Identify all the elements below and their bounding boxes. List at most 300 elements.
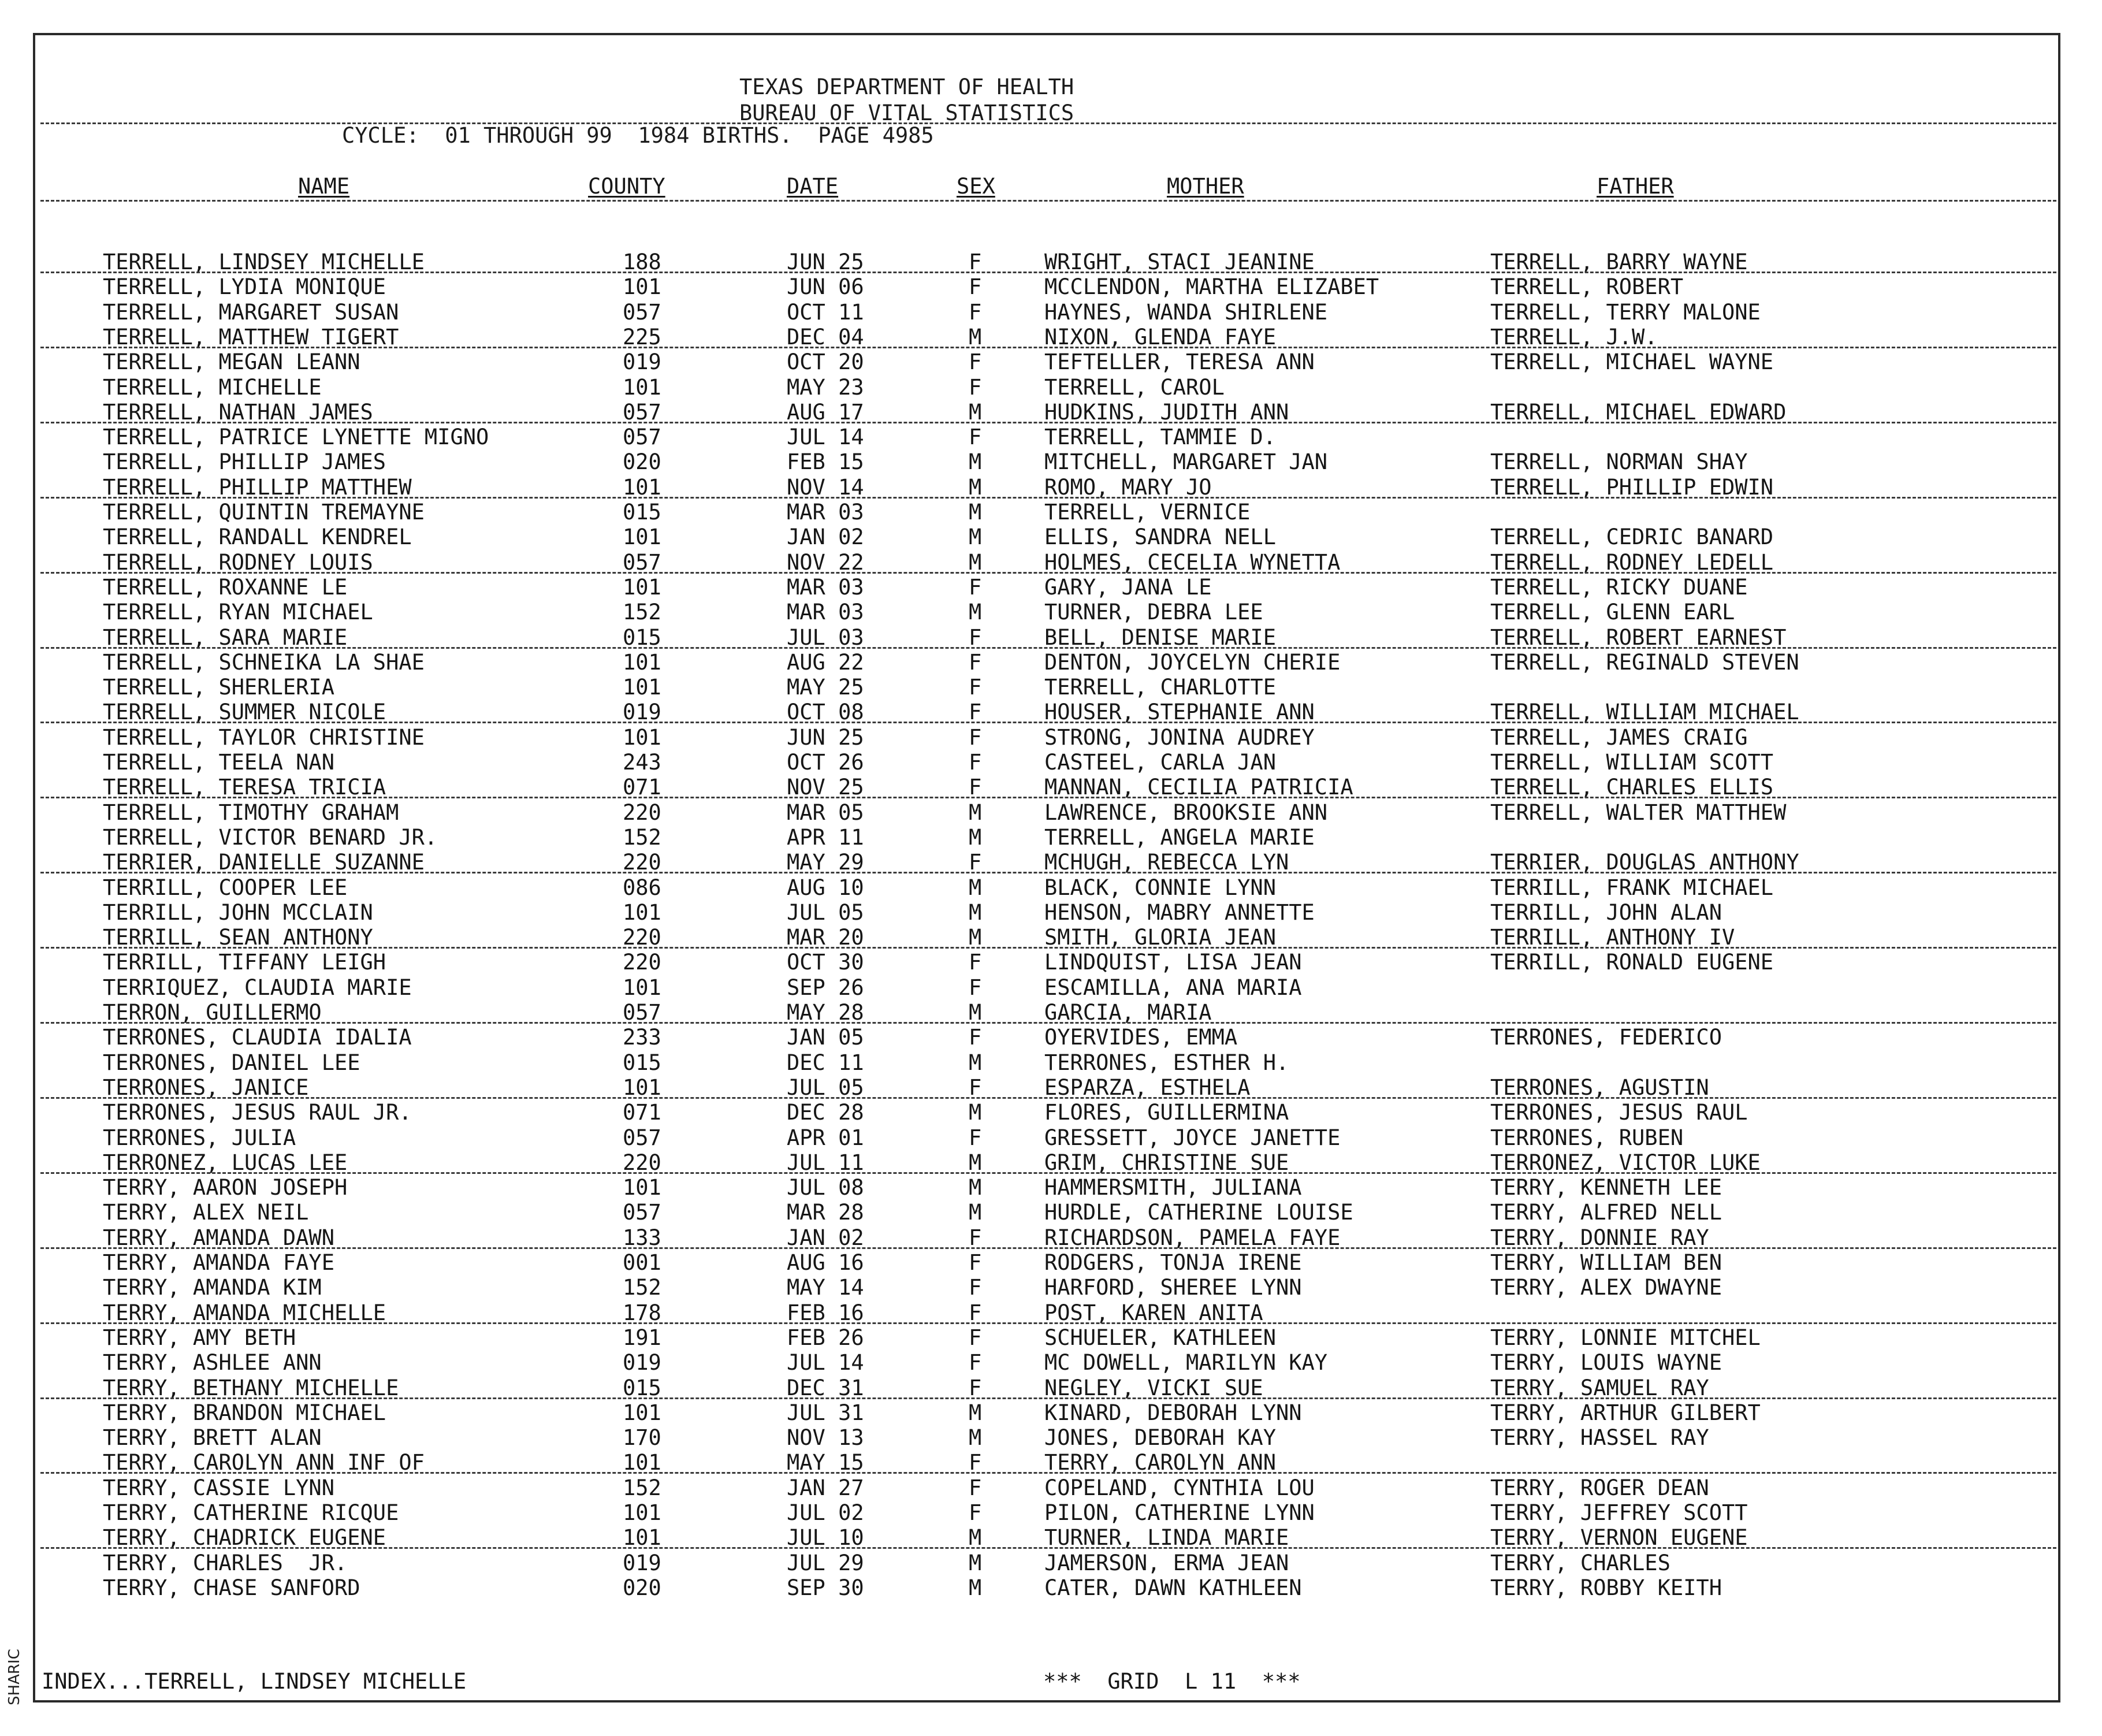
group-divider — [40, 1022, 2056, 1024]
record-mother: MANNAN, CECILIA PATRICIA — [1044, 775, 1353, 800]
record-sex: M — [969, 925, 982, 950]
record-mother: TEFTELLER, TERESA ANN — [1044, 350, 1315, 375]
record-name: TERRELL, QUINTIN TREMAYNE — [103, 500, 425, 525]
record-date: JUL 02 — [787, 1500, 864, 1525]
record-mother: HENSON, MABRY ANNETTE — [1044, 899, 1315, 925]
record-date: SEP 26 — [787, 975, 864, 1000]
record-date: JUL 05 — [787, 899, 864, 925]
record-mother: HOLMES, CECELIA WYNETTA — [1044, 549, 1341, 575]
record-sex: M — [969, 1175, 982, 1200]
record-county: 057 — [623, 1000, 661, 1025]
record-row — [0, 1150, 2102, 1175]
record-father: TERRILL, RONALD EUGENE — [1490, 950, 1774, 975]
record-sex: M — [969, 449, 982, 475]
record-name: TERRELL, TIMOTHY GRAHAM — [103, 800, 399, 825]
record-row — [0, 1000, 2102, 1025]
record-sex: F — [969, 1125, 982, 1150]
record-date: JUL 10 — [787, 1525, 864, 1551]
record-father: TERRY, ROGER DEAN — [1490, 1475, 1709, 1500]
group-divider — [40, 947, 2056, 949]
record-name: TERRY, ASHLEE ANN — [103, 1350, 322, 1376]
group-divider — [40, 1397, 2056, 1399]
record-county: 019 — [623, 1550, 661, 1575]
record-county: 101 — [623, 525, 661, 550]
record-name: TERRELL, MICHELLE — [103, 374, 322, 400]
group-divider — [40, 347, 2056, 348]
record-name: TERRELL, VICTOR BENARD JR. — [103, 824, 438, 850]
record-father: TERRONES, RUBEN — [1490, 1125, 1684, 1150]
group-divider — [40, 872, 2056, 873]
record-sex: F — [969, 649, 982, 675]
record-row — [0, 1376, 2102, 1400]
record-name: TERRELL, SUMMER NICOLE — [103, 700, 386, 725]
record-date: DEC 11 — [787, 1050, 864, 1075]
record-name: TERRELL, PATRICE LYNETTE MIGNO — [103, 425, 489, 450]
record-county: 243 — [623, 750, 661, 775]
record-county: 170 — [623, 1425, 661, 1451]
record-father: TERRELL, BARRY WAYNE — [1490, 250, 1748, 274]
record-county: 188 — [623, 250, 661, 274]
record-father: TERRELL, MICHAEL WAYNE — [1490, 350, 1774, 375]
record-mother: TERRELL, ANGELA MARIE — [1044, 824, 1315, 850]
record-county: 101 — [623, 649, 661, 675]
record-father: TERRELL, GLENN EARL — [1490, 600, 1735, 625]
record-row — [0, 625, 2102, 650]
record-name: TERRELL, LINDSEY MICHELLE — [103, 250, 425, 274]
record-father: TERRELL, ROBERT — [1490, 274, 1684, 300]
record-name: TERRELL, SHERLERIA — [103, 675, 334, 700]
record-county: 015 — [623, 624, 661, 650]
record-mother: HAYNES, WANDA SHIRLENE — [1044, 299, 1328, 325]
record-mother: NIXON, GLENDA FAYE — [1044, 324, 1276, 350]
record-mother: TURNER, DEBRA LEE — [1044, 600, 1263, 625]
record-county: 019 — [623, 700, 661, 725]
record-sex: F — [969, 1075, 982, 1100]
record-county: 015 — [623, 1375, 661, 1400]
record-mother: MITCHELL, MARGARET JAN — [1044, 449, 1328, 475]
record-row — [0, 1075, 2102, 1100]
record-sex: F — [969, 775, 982, 800]
record-sex: M — [969, 1550, 982, 1575]
record-father: TERRY, HASSEL RAY — [1490, 1425, 1709, 1451]
record-father: TERRY, LONNIE MITCHEL — [1490, 1325, 1761, 1350]
record-sex: F — [969, 1225, 982, 1250]
record-county: 191 — [623, 1325, 661, 1350]
record-sex: M — [969, 549, 982, 575]
record-name: TERRILL, TIFFANY LEIGH — [103, 950, 386, 975]
record-mother: BELL, DENISE MARIE — [1044, 624, 1276, 650]
record-row — [0, 1475, 2102, 1500]
record-mother: MCCLENDON, MARTHA ELIZABET — [1044, 274, 1379, 300]
record-mother: LINDQUIST, LISA JEAN — [1044, 950, 1302, 975]
record-date: FEB 26 — [787, 1325, 864, 1350]
record-mother: OYERVIDES, EMMA — [1044, 1025, 1238, 1050]
record-name: TERRELL, SARA MARIE — [103, 624, 348, 650]
record-father: TERRELL, RODNEY LEDELL — [1490, 549, 1774, 575]
record-father: TERRELL, JAMES CRAIG — [1490, 724, 1748, 750]
column-header-sex: SEX — [957, 174, 995, 199]
record-mother: GRIM, CHRISTINE SUE — [1044, 1150, 1289, 1175]
record-father: TERRELL, CHARLES ELLIS — [1490, 775, 1774, 800]
record-sex: F — [969, 950, 982, 975]
record-sex: M — [969, 1400, 982, 1425]
record-sex: F — [969, 700, 982, 725]
record-father: TERRIER, DOUGLAS ANTHONY — [1490, 850, 1799, 875]
record-sex: F — [969, 1350, 982, 1376]
record-county: 220 — [623, 925, 661, 950]
record-mother: SMITH, GLORIA JEAN — [1044, 925, 1276, 950]
group-divider — [40, 1322, 2056, 1324]
cycle-line: CYCLE: 01 THROUGH 99 1984 BIRTHS. PAGE 4985 — [342, 123, 934, 148]
record-county: 015 — [623, 1050, 661, 1075]
record-row — [0, 575, 2102, 600]
record-mother: SCHUELER, KATHLEEN — [1044, 1325, 1276, 1350]
record-date: JUL 08 — [787, 1175, 864, 1200]
record-date: JAN 02 — [787, 1225, 864, 1250]
record-name: TERRELL, MEGAN LEANN — [103, 350, 360, 375]
record-mother: FLORES, GUILLERMINA — [1044, 1100, 1289, 1125]
record-name: TERRELL, PHILLIP MATTHEW — [103, 474, 412, 500]
record-row — [0, 550, 2102, 575]
record-sex: F — [969, 1025, 982, 1050]
record-father: TERRY, LOUIS WAYNE — [1490, 1350, 1722, 1376]
record-date: JUN 06 — [787, 274, 864, 300]
record-row — [0, 1425, 2102, 1450]
record-date: MAY 25 — [787, 675, 864, 700]
record-father: TERRILL, ANTHONY IV — [1490, 925, 1735, 950]
record-county: 101 — [623, 1525, 661, 1551]
record-mother: BLACK, CONNIE LYNN — [1044, 875, 1276, 900]
record-father: TERRELL, NORMAN SHAY — [1490, 449, 1748, 475]
group-divider — [40, 1547, 2056, 1549]
record-mother: HOUSER, STEPHANIE ANN — [1044, 700, 1315, 725]
record-date: SEP 30 — [787, 1575, 864, 1600]
record-mother: CATER, DAWN KATHLEEN — [1044, 1575, 1302, 1600]
record-name: TERRY, CASSIE LYNN — [103, 1475, 334, 1500]
record-name: TERRIQUEZ, CLAUDIA MARIE — [103, 975, 412, 1000]
record-date: OCT 20 — [787, 350, 864, 375]
record-sex: M — [969, 899, 982, 925]
record-name: TERRY, AMANDA DAWN — [103, 1225, 334, 1250]
record-father: TERRONES, AGUSTIN — [1490, 1075, 1709, 1100]
record-row — [0, 1450, 2102, 1475]
record-father: TERRELL, J.W. — [1490, 324, 1658, 350]
record-county: 101 — [623, 574, 661, 600]
record-county: 101 — [623, 374, 661, 400]
record-date: MAY 15 — [787, 1450, 864, 1475]
record-date: OCT 08 — [787, 700, 864, 725]
record-father: TERRONES, JESUS RAUL — [1490, 1100, 1748, 1125]
record-county: 225 — [623, 324, 661, 350]
record-mother: JONES, DEBORAH KAY — [1044, 1425, 1276, 1451]
record-date: APR 11 — [787, 824, 864, 850]
record-sex: F — [969, 574, 982, 600]
record-name: TERRILL, SEAN ANTHONY — [103, 925, 373, 950]
record-mother: TERRELL, CAROL — [1044, 374, 1225, 400]
record-sex: F — [969, 1250, 982, 1275]
record-father: TERRONEZ, VICTOR LUKE — [1490, 1150, 1761, 1175]
record-row — [0, 425, 2102, 449]
record-date: MAR 20 — [787, 925, 864, 950]
record-name: TERRELL, TERESA TRICIA — [103, 775, 386, 800]
record-county: 101 — [623, 274, 661, 300]
record-row — [0, 449, 2102, 474]
record-name: TERRONES, JESUS RAUL JR. — [103, 1100, 412, 1125]
record-mother: NEGLEY, VICKI SUE — [1044, 1375, 1263, 1400]
record-date: MAR 03 — [787, 600, 864, 625]
record-mother: GARY, JANA LE — [1044, 574, 1212, 600]
bureau-title: BUREAU OF VITAL STATISTICS — [739, 101, 1074, 125]
record-county: 019 — [623, 350, 661, 375]
record-name: TERRY, AMANDA MICHELLE — [103, 1300, 386, 1325]
record-date: NOV 14 — [787, 474, 864, 500]
record-date: OCT 30 — [787, 950, 864, 975]
record-date: OCT 11 — [787, 299, 864, 325]
record-county: 220 — [623, 1150, 661, 1175]
column-header-divider — [40, 200, 2056, 202]
record-date: MAR 05 — [787, 800, 864, 825]
record-father: TERRY, ALFRED NELL — [1490, 1200, 1722, 1225]
record-county: 152 — [623, 600, 661, 625]
record-mother: TERRONES, ESTHER H. — [1044, 1050, 1289, 1075]
record-mother: CASTEEL, CARLA JAN — [1044, 750, 1276, 775]
column-header-mother: MOTHER — [1167, 174, 1244, 199]
record-sex: F — [969, 1300, 982, 1325]
record-sex: M — [969, 1525, 982, 1551]
group-divider — [40, 497, 2056, 499]
group-divider — [40, 1247, 2056, 1249]
record-date: MAR 03 — [787, 500, 864, 525]
record-mother: HURDLE, CATHERINE LOUISE — [1044, 1200, 1353, 1225]
record-name: TERRELL, NATHAN JAMES — [103, 399, 373, 425]
record-date: APR 01 — [787, 1125, 864, 1150]
record-father: TERRELL, RICKY DUANE — [1490, 574, 1748, 600]
record-name: TERRONES, DANIEL LEE — [103, 1050, 360, 1075]
record-mother: ESPARZA, ESTHELA — [1044, 1075, 1251, 1100]
record-mother: ELLIS, SANDRA NELL — [1044, 525, 1276, 550]
record-sex: F — [969, 1450, 982, 1475]
record-date: NOV 25 — [787, 775, 864, 800]
record-row — [0, 600, 2102, 624]
record-father: TERRELL, REGINALD STEVEN — [1490, 649, 1799, 675]
record-county: 152 — [623, 1275, 661, 1300]
record-name: TERRY, CHADRICK EUGENE — [103, 1525, 386, 1551]
column-header-date: DATE — [787, 174, 839, 199]
record-mother: TERRELL, VERNICE — [1044, 500, 1251, 525]
record-row — [0, 350, 2102, 374]
record-mother: WRIGHT, STACI JEANINE — [1044, 250, 1315, 274]
record-row — [0, 700, 2102, 724]
record-sex: F — [969, 350, 982, 375]
record-name: TERRY, AMY BETH — [103, 1325, 296, 1350]
record-row — [0, 1125, 2102, 1150]
record-mother: TERRY, CAROLYN ANN — [1044, 1450, 1276, 1475]
record-county: 220 — [623, 800, 661, 825]
record-sex: M — [969, 1150, 982, 1175]
record-sex: M — [969, 500, 982, 525]
record-row — [0, 875, 2102, 900]
record-father: TERRELL, CEDRIC BANARD — [1490, 525, 1774, 550]
record-name: TERRELL, RODNEY LOUIS — [103, 549, 373, 575]
record-father: TERRY, KENNETH LEE — [1490, 1175, 1722, 1200]
record-date: NOV 13 — [787, 1425, 864, 1451]
record-row — [0, 300, 2102, 325]
record-sex: M — [969, 1200, 982, 1225]
column-header-name: NAME — [298, 174, 350, 199]
group-divider — [40, 647, 2056, 649]
record-row — [0, 1200, 2102, 1225]
record-sex: F — [969, 299, 982, 325]
record-mother: TERRELL, CHARLOTTE — [1044, 675, 1276, 700]
record-row — [0, 274, 2102, 299]
record-name: TERRONES, JULIA — [103, 1125, 296, 1150]
record-date: JAN 02 — [787, 525, 864, 550]
record-sex: F — [969, 1325, 982, 1350]
record-county: 001 — [623, 1250, 661, 1275]
record-mother: KINARD, DEBORAH LYNN — [1044, 1400, 1302, 1425]
record-father: TERRY, SAMUEL RAY — [1490, 1375, 1709, 1400]
record-row — [0, 325, 2102, 350]
record-mother: ESCAMILLA, ANA MARIA — [1044, 975, 1302, 1000]
record-sex: M — [969, 474, 982, 500]
record-row — [0, 650, 2102, 675]
group-divider — [40, 272, 2056, 273]
record-sex: M — [969, 1425, 982, 1451]
record-mother: POST, KAREN ANITA — [1044, 1300, 1263, 1325]
record-father: TERRELL, WILLIAM SCOTT — [1490, 750, 1774, 775]
record-name: TERRELL, ROXANNE LE — [103, 574, 348, 600]
record-sex: M — [969, 1100, 982, 1125]
record-name: TERRONES, CLAUDIA IDALIA — [103, 1025, 412, 1050]
record-date: JUL 29 — [787, 1550, 864, 1575]
record-mother: JAMERSON, ERMA JEAN — [1044, 1550, 1289, 1575]
record-date: JAN 05 — [787, 1025, 864, 1050]
record-mother: RICHARDSON, PAMELA FAYE — [1044, 1225, 1341, 1250]
record-sex: F — [969, 624, 982, 650]
record-county: 152 — [623, 1475, 661, 1500]
record-county: 057 — [623, 1200, 661, 1225]
record-mother: COPELAND, CYNTHIA LOU — [1044, 1475, 1315, 1500]
record-father: TERRELL, WILLIAM MICHAEL — [1490, 700, 1799, 725]
record-county: 020 — [623, 449, 661, 475]
record-county: 101 — [623, 1075, 661, 1100]
record-sex: M — [969, 1050, 982, 1075]
record-mother: MCHUGH, REBECCA LYN — [1044, 850, 1289, 875]
record-row — [0, 1500, 2102, 1525]
record-father: TERRY, ROBBY KEITH — [1490, 1575, 1722, 1600]
record-name: TERRY, BRANDON MICHAEL — [103, 1400, 386, 1425]
record-name: TERRELL, TEELA NAN — [103, 750, 334, 775]
record-date: AUG 17 — [787, 399, 864, 425]
record-sex: F — [969, 750, 982, 775]
record-row — [0, 1225, 2102, 1250]
record-row — [0, 1551, 2102, 1575]
record-father: TERRY, VERNON EUGENE — [1490, 1525, 1748, 1551]
record-mother: GARCIA, MARIA — [1044, 1000, 1212, 1025]
record-name: TERRY, BETHANY MICHELLE — [103, 1375, 399, 1400]
record-father: TERRY, JEFFREY SCOTT — [1490, 1500, 1748, 1525]
record-date: MAR 03 — [787, 574, 864, 600]
record-row — [0, 400, 2102, 425]
record-father: TERRY, WILLIAM BEN — [1490, 1250, 1722, 1275]
record-row — [0, 850, 2102, 875]
record-row — [0, 1350, 2102, 1375]
record-date: JUL 14 — [787, 1350, 864, 1376]
record-row — [0, 1100, 2102, 1125]
group-divider — [40, 1172, 2056, 1174]
record-name: TERRIER, DANIELLE SUZANNE — [103, 850, 425, 875]
record-father: TERRELL, MICHAEL EDWARD — [1490, 399, 1787, 425]
record-county: 233 — [623, 1025, 661, 1050]
record-county: 101 — [623, 1400, 661, 1425]
record-county: 086 — [623, 875, 661, 900]
record-row — [0, 475, 2102, 500]
group-divider — [40, 572, 2056, 574]
record-county: 057 — [623, 549, 661, 575]
record-row — [0, 825, 2102, 850]
group-divider — [40, 797, 2056, 798]
record-name: TERRELL, LYDIA MONIQUE — [103, 274, 386, 300]
record-name: TERRY, CATHERINE RICQUE — [103, 1500, 399, 1525]
record-sex: M — [969, 1000, 982, 1025]
record-sex: M — [969, 525, 982, 550]
record-row — [0, 1175, 2102, 1200]
record-date: AUG 10 — [787, 875, 864, 900]
record-sex: F — [969, 274, 982, 300]
record-date: JUN 25 — [787, 250, 864, 274]
record-county: 020 — [623, 1575, 661, 1600]
grid-reference: *** GRID L 11 *** — [1043, 1669, 1301, 1694]
record-row — [0, 1275, 2102, 1300]
record-row — [0, 800, 2102, 825]
record-name: TERRY, AMANDA FAYE — [103, 1250, 334, 1275]
record-county: 152 — [623, 824, 661, 850]
record-row — [0, 925, 2102, 950]
group-divider — [40, 422, 2056, 423]
record-mother: STRONG, JONINA AUDREY — [1044, 724, 1315, 750]
record-row — [0, 250, 2102, 274]
record-mother: ROMO, MARY JO — [1044, 474, 1212, 500]
record-father: TERRILL, JOHN ALAN — [1490, 899, 1722, 925]
record-name: TERRELL, RYAN MICHAEL — [103, 600, 373, 625]
record-county: 019 — [623, 1350, 661, 1376]
record-county: 057 — [623, 299, 661, 325]
record-row — [0, 1050, 2102, 1075]
group-divider — [40, 1472, 2056, 1474]
record-sex: F — [969, 675, 982, 700]
record-mother: MC DOWELL, MARILYN KAY — [1044, 1350, 1328, 1376]
record-name: TERRON, GUILLERMO — [103, 1000, 322, 1025]
record-name: TERRILL, COOPER LEE — [103, 875, 348, 900]
record-row — [0, 950, 2102, 975]
record-date: OCT 26 — [787, 750, 864, 775]
record-county: 101 — [623, 1500, 661, 1525]
record-name: TERRONES, JANICE — [103, 1075, 309, 1100]
group-divider — [40, 722, 2056, 723]
record-sex: M — [969, 824, 982, 850]
record-mother: DENTON, JOYCELYN CHERIE — [1044, 649, 1341, 675]
record-mother: HUDKINS, JUDITH ANN — [1044, 399, 1289, 425]
record-mother: PILON, CATHERINE LYNN — [1044, 1500, 1315, 1525]
record-row — [0, 1325, 2102, 1350]
record-mother: HAMMERSMITH, JULIANA — [1044, 1175, 1302, 1200]
record-name: TERRELL, PHILLIP JAMES — [103, 449, 386, 475]
record-name: TERRELL, TAYLOR CHRISTINE — [103, 724, 425, 750]
index-line: INDEX...TERRELL, LINDSEY MICHELLE — [42, 1669, 467, 1694]
record-row — [0, 525, 2102, 549]
record-county: 057 — [623, 399, 661, 425]
record-sex: F — [969, 850, 982, 875]
